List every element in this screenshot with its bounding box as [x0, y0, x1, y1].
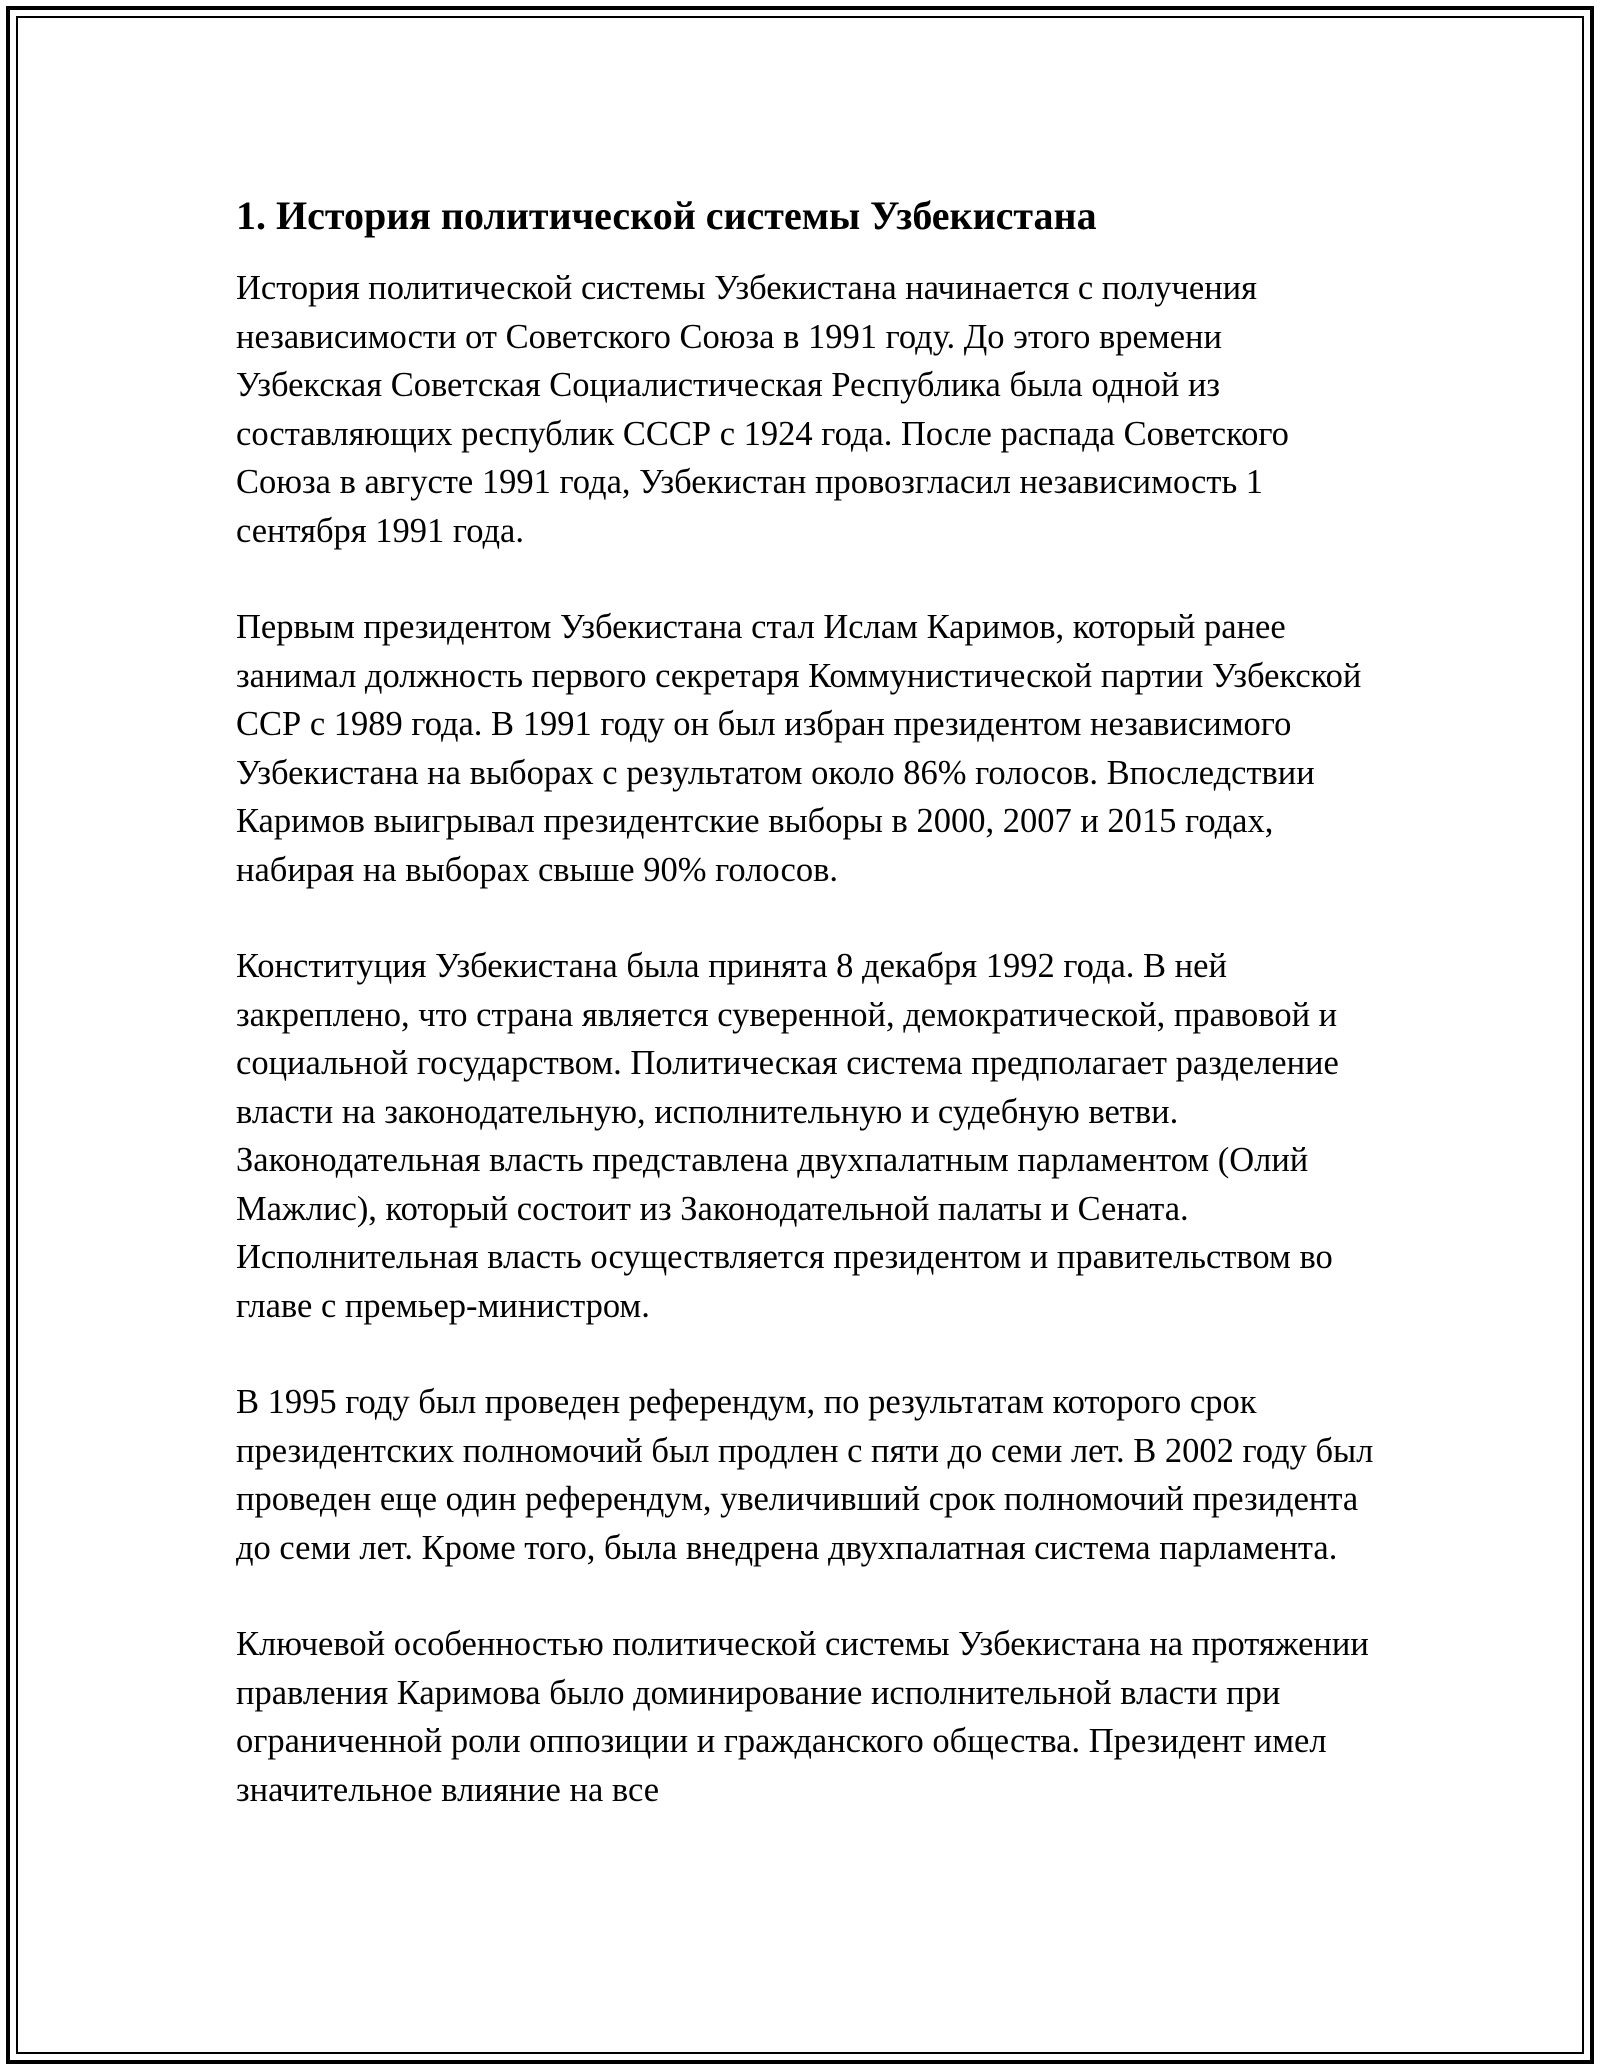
- paragraph-first-president: Первым президентом Узбекистана стал Ислам Каримов, который ранее занимал должность первого секретаря Коммунистической партии Узбекской ССР с 1989 года. В 1991 году он был избран президентом независимого Узбекистана на выборах с результатом около 86% голосов. Впоследствии Каримов выигрывал президентские выборы в 2000, 2007 и 2015 годах, набирая на выборах свыше 90% голосов.: [236, 608, 1362, 889]
- document-body: [236, 190, 1376, 1862]
- paragraph-constitution: Конституция Узбекистана была принята 8 декабря 1992 года. В ней закреплено, что страна является суверенной, демократической, правовой и социальной государством. Политическая система предполагает разделение власти на законодательную, исполнительную и судебную ветви. Законодательная власть представлена двухпалатным парламентом (Олий Мажлис), который состоит из Законодательной палаты и Сената. Исполнительная власть осуществляется президентом и правительством во главе с премьер-министром.: [236, 947, 1339, 1325]
- paragraph-independence: История политической системы Узбекистана начинается с получения независимости от Советского Союза в 1991 году. До этого времени Узбекская Советская Социалистическая Республика была одной из составляющих республик СССР с 1924 года. После распада Советского Союза в августе 1991 года, Узбекистан провозгласил независимость 1 сентября 1991 года.: [236, 269, 1289, 550]
- paragraph-referendum: В 1995 году был проведен референдум, по результатам которого срок президентских полномочий был продлен с пяти до семи лет. В 2002 году был проведен еще один референдум, увеличивший срок полномочий президента до семи лет. Кроме того, была внедрена двухпалатная система парламента.: [236, 1383, 1374, 1567]
- paragraph-key-feature: Ключевой особенностью политической системы Узбекистана на протяжении правления Каримова было доминирование исполнительной власти при ограниченной роли оппозиции и гражданского общества. Президент имел значительное влияние на все: [236, 1625, 1369, 1809]
- section-heading: 1. История политической системы Узбекистана: [236, 193, 1097, 238]
